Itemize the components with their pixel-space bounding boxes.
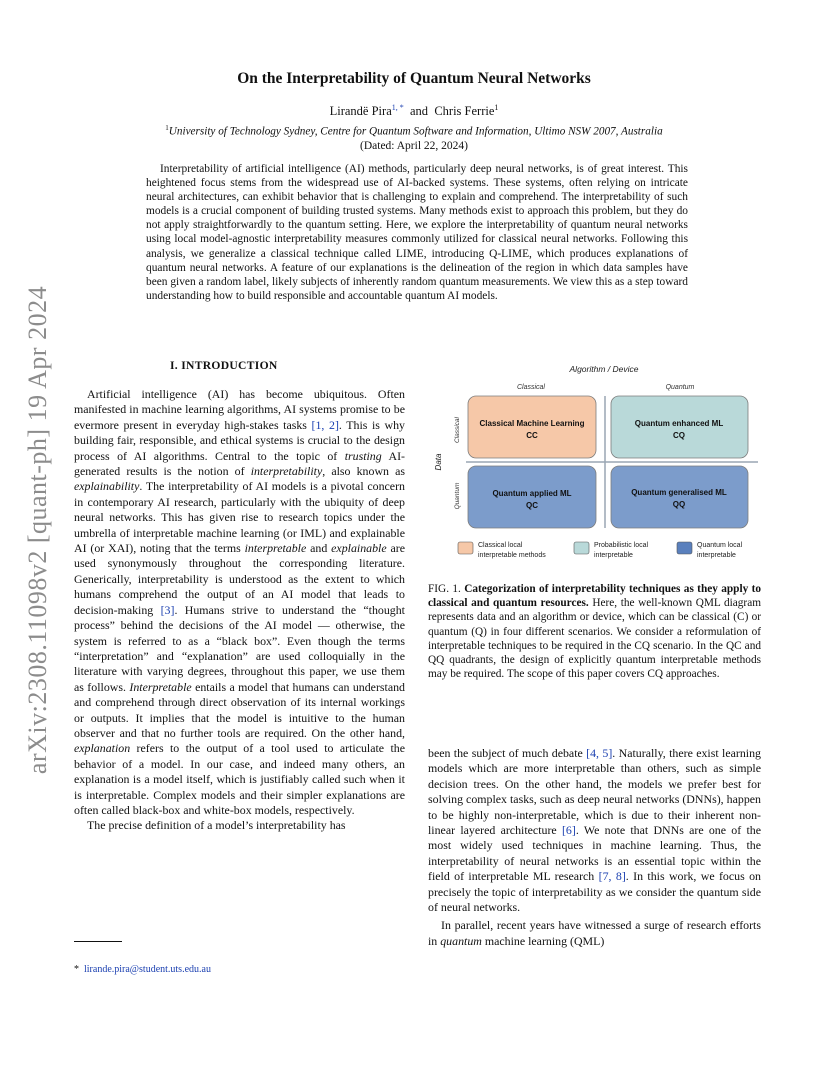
footnote-rule xyxy=(74,941,122,942)
footnote xyxy=(74,964,211,975)
legend-quantum-line2: interpretable xyxy=(697,552,736,559)
legend-probabilistic-line2: interpretable xyxy=(594,552,633,559)
right-paragraph-2: In parallel, recent years have witnessed a surge of research efforts in quantum machine learning (QML) xyxy=(428,918,761,948)
quadrant-box-qq xyxy=(611,466,748,528)
quadrant-cc-title: Classical Machine Learning xyxy=(479,419,585,428)
authors-and: and xyxy=(410,104,429,119)
citation-link[interactable]: [7, 8] xyxy=(598,869,626,884)
author-name: Chris Ferrie xyxy=(434,104,495,119)
date-line: (Dated: April 22, 2024) xyxy=(360,140,468,152)
quadrant-cc-code: CC xyxy=(526,431,538,440)
author-affiliation-mark: 1 xyxy=(494,103,499,112)
right-paragraph-1: been the subject of much debate [4, 5]. Naturally, there exist learning models which are more interpretable than others, such as simple decision trees. On the other hand, the models we prefer best for solving complex tasks, such as deep neural networks (DNNs), happen to be highly non-interpretable, which is due to their inherent non-linear layered architecture [6]. We note that DNNs are one of the most widely used techniques in machine learning. Thus, the interpretability of neural networks is an essential topic within the field of interpretable ML research [7, 8]. In this work, we focus on precisely the topic of interpretability as we consider the quantum side of neural networks. xyxy=(428,746,761,915)
arxiv-side-stamp: arXiv:2308.11098v2 [quant-ph] 19 Apr 2024 xyxy=(23,285,52,775)
legend-classical-line2: interpretable methods xyxy=(478,552,546,559)
footnote-mark: * xyxy=(74,964,79,975)
quadrant-cq-code: CQ xyxy=(673,431,685,440)
figure-top-title: Algorithm / Device xyxy=(569,364,639,374)
figure-row-label-classical: Classical xyxy=(454,416,461,444)
left-column xyxy=(74,387,405,834)
authors-line xyxy=(0,103,828,119)
figure-col-label-quantum: Quantum xyxy=(665,384,695,391)
paper-title: On the Interpretability of Quantum Neural Networks xyxy=(237,70,591,87)
intro-paragraph-1: Artificial intelligence (AI) has become ubiquitous. Often manifested in machine learning algorithms, AI systems promise to be evermore present in everyday high-stakes tasks [1, 2]. This is why building fair, responsible, and ethical systems is crucial to the design process of AI algorithms. Central to the topic of trusting AI-generated results is the notion of interpretability, also known as explainability. The interpretability of AI models is a pivotal concern in contemporary AI research, particularly with the ubiquity of deep neural networks. This has given rise to research topics under the umbrella of interpretable machine learning (or IML) and explainable AI (or XAI), noting that the terms interpretable and explainable are used synonymously throughout the corresponding literature. Generically, interpretability is understood as the extent to which humans comprehend the output of an AI model that leads to decision-making [3]. Humans strive to understand the “thought process” behind the decisions of the AI model — otherwise, the system is referred to as a “black box”. Even though the terms “interpretation” and “explanation” are used colloquially in the literature with varying degrees, throughout this paper, we use them as follows. Interpretable entails a model that humans can understand and comprehend through direct observation of its internal workings or outputs. It implies that the model is intuitive to the human observer and that no further tools are required. On the other hand, explanation refers to the output of a tool used to articulate the behavior of a model. In our case, and indeed many others, an explanation is a model itself, which is justifiably called such when it is interpretable. Complex models and their simpler explanations are often called black-box and white-box models, respectively. xyxy=(74,387,406,817)
legend-swatch-probabilistic xyxy=(574,542,589,554)
quadrant-qq-code: QQ xyxy=(672,500,686,509)
legend-probabilistic-line1: Probabilistic local xyxy=(594,542,649,549)
figure-col-label-classical: Classical xyxy=(516,384,546,391)
abstract: Interpretability of artificial intelligence (AI) methods, particularly deep neural networks, is of great interest. This heightened focus stems from the widespread use of AI-backed systems. These systems, often relying on intricate neural architectures, can exhibit behavior that is challenging to explain and comprehend. The interpretability of such models is a crucial component of building trusted systems. Many methods exist to approach this problem, but they do not apply straightforwardly to the quantum setting. Here, we explore the interpretability of quantum neural networks using local model-agnostic interpretability measures commonly utilized for classical neural networks. Following this analysis, we generalize a classical technique called LIME, introducing Q-LIME, which produces explanations of quantum neural networks. A feature of our explanations is the delineation of the region in which data samples have been given a random label, likely subjects of inherently random quantum measurements. We view this as a step toward understanding how to build responsible and accountable quantum AI models. xyxy=(146,163,688,302)
legend-quantum-line1: Quantum local xyxy=(697,542,743,549)
figure-caption xyxy=(428,582,761,681)
affiliation xyxy=(0,124,828,138)
footnote-email-link[interactable]: lirande.pira@student.uts.edu.au xyxy=(84,964,211,975)
affiliation-text: University of Technology Sydney, Centre for Quantum Software and Information, Ultimo NSW 2007, Australia xyxy=(168,125,663,138)
affiliation-mark: 1 xyxy=(165,124,169,132)
intro-paragraph-2: The precise definition of a model’s interpretability has xyxy=(87,818,346,833)
quadrant-qq-title: Quantum generalised ML xyxy=(631,488,727,497)
author-name: Lirandë Pira xyxy=(329,104,392,119)
citation-link[interactable]: [4, 5] xyxy=(586,746,613,760)
author-affiliation-mark[interactable]: 1, * xyxy=(391,103,404,112)
section-heading-introduction: I. INTRODUCTION xyxy=(170,359,278,372)
figure-caption-text: Here, the well-known QML diagram represents data and an algorithm or device, which can be classical (C) or quantum (Q) in four different scenarios. We consider a reformulation of interpretable techniques to be required in the CQ scenario. In the QC and QQ quadrants, the design of explicitly quantum interpretable methods may be required. The scope of this paper covers CQ approaches. xyxy=(428,597,761,681)
right-column xyxy=(428,746,761,949)
figure-qml-quadrants xyxy=(428,362,764,566)
citation-link[interactable]: [1, 2] xyxy=(311,417,339,432)
citation-link[interactable]: [6] xyxy=(561,823,576,838)
citation-link[interactable]: [3] xyxy=(160,602,175,617)
quadrant-qc-code: QC xyxy=(526,501,538,510)
figure-row-label-quantum: Quantum xyxy=(454,482,461,510)
legend-swatch-quantum xyxy=(677,542,692,554)
quadrant-cq-title: Quantum enhanced ML xyxy=(634,419,724,428)
quadrant-qc-title: Quantum applied ML xyxy=(492,489,572,498)
figure-row-axis-data: Data xyxy=(434,453,443,471)
legend-swatch-classical xyxy=(458,542,473,554)
legend-classical-line1: Classical local xyxy=(478,542,523,549)
figure-caption-bold: Categorization of interpretability techniques as they apply to classical and quantum resources. xyxy=(428,583,761,610)
figure-caption-label: FIG. 1. xyxy=(428,583,461,595)
